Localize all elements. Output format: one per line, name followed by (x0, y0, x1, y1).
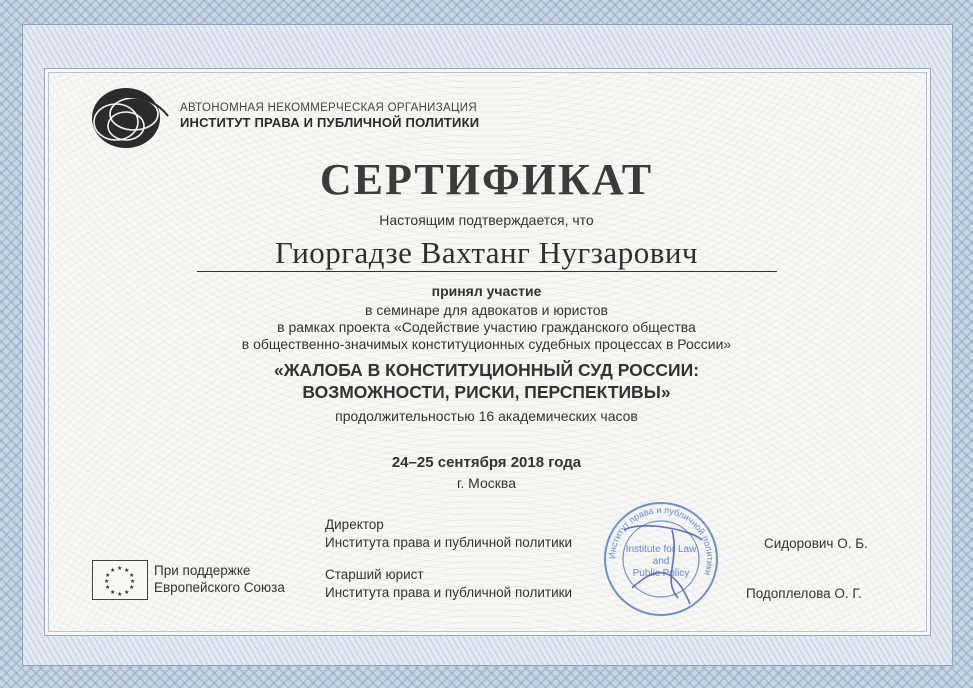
organization-subtitle: АВТОНОМНАЯ НЕКОММЕРЧЕСКАЯ ОРГАНИЗАЦИЯ (180, 102, 477, 114)
stamp-text-line1: Institute for Law (625, 544, 697, 555)
director-title: Директор (325, 517, 384, 532)
certificate-title: СЕРТИФИКАТ (319, 155, 654, 204)
support-line2: Европейского Союза (154, 580, 285, 595)
lawyer-name: Подоплелова О. Г. (746, 586, 862, 601)
eu-flag-icon: ★ ★ ★ ★ ★ ★ ★ ★ ★ ★ ★ ★ (92, 560, 148, 600)
event-city: г. Москва (457, 475, 516, 491)
project-text-line2: в общественно-значимых конституционных судебных процессах в России» (241, 336, 732, 352)
seminar-text: в семинаре для адвокатов и юристов (365, 302, 608, 318)
project-text-line1: в рамках проекта «Содействие участию гражданского общества (277, 319, 696, 335)
stamp-outer-text: Институт права и публичной политики (606, 504, 716, 577)
lawyer-org: Института права и публичной политики (325, 585, 573, 600)
director-name: Сидорович О. Б. (764, 536, 868, 551)
lawyer-title: Старший юрист (325, 567, 424, 582)
participated-text: принял участие (431, 283, 542, 299)
recipient-underline (197, 271, 777, 272)
stamp-text-line3: Public Policy (632, 568, 690, 579)
topic-line1: «ЖАЛОБА В КОНСТИТУЦИОННЫЙ СУД РОССИИ: (273, 360, 700, 380)
organization-name: ИНСТИТУТ ПРАВА И ПУБЛИЧНОЙ ПОЛИТИКИ (180, 115, 480, 130)
event-dates: 24–25 сентября 2018 года (391, 454, 582, 471)
director-org: Института права и публичной политики (325, 535, 573, 550)
recipient-name: Гиоргадзе Вахтанг Нугзарович (274, 235, 699, 270)
official-stamp-icon (602, 500, 720, 618)
confirm-text: Настоящим подтверждается, что (379, 212, 594, 228)
topic-line2: ВОЗМОЖНОСТИ, РИСКИ, ПЕРСПЕКТИВЫ» (302, 382, 671, 402)
stamp-text-line2: and (652, 556, 670, 567)
institute-logo-icon (90, 86, 174, 150)
duration-text: продолжительностью 16 академических часов (335, 408, 638, 424)
support-line1: При поддержке (154, 563, 251, 578)
